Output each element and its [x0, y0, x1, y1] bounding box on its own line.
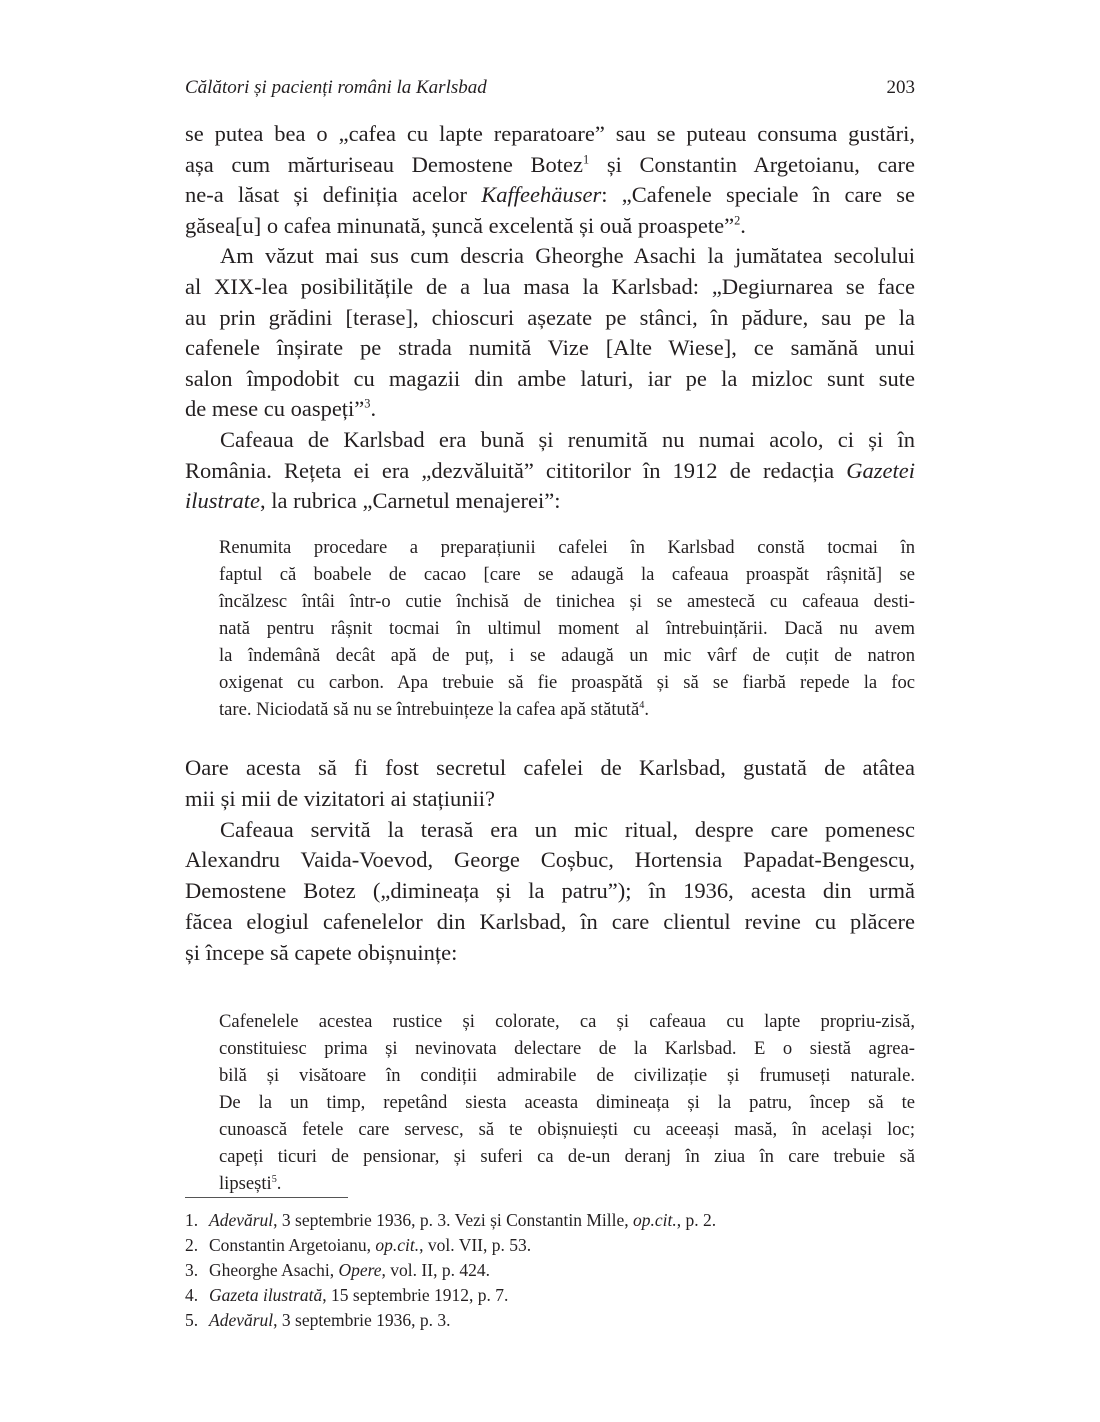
text-line [219, 669, 915, 696]
footnote-reference: 2 [734, 213, 741, 228]
text-line [219, 615, 915, 642]
text-run: : „Cafenele speciale în care se [601, 182, 915, 208]
footnote-reference: 3 [364, 396, 371, 411]
footnote [185, 1258, 915, 1283]
text-run: . [276, 1173, 282, 1194]
text-line [219, 1170, 915, 1197]
text-line [185, 815, 915, 846]
text-line [185, 394, 915, 425]
text-run: România. Rețeta ei era „dezvăluită” cititorilor în 1912 de redacția [185, 457, 847, 483]
text-run: Constantin Argetoianu, [209, 1235, 376, 1255]
footnote [185, 1233, 915, 1258]
italic-text: ilustrate [185, 488, 261, 514]
text-line [185, 241, 915, 272]
text-run: oxigenat cu carbon. Apa trebuie să fie proaspătă și să se fiarbă repede la foc [219, 672, 915, 693]
text-run: Alexandru Vaida-Voevod, George Coșbuc, Hortensia Papadat-Bengescu, [185, 847, 915, 873]
text-run: , la rubrica „Carnetul menajerei”: [260, 488, 561, 514]
text-run: , vol. II, p. 424. [381, 1260, 490, 1280]
footnote-number: 5. [185, 1310, 199, 1330]
text-run: Demostene Botez („dimineața și la patru”); în 1936, acesta din urmă [185, 878, 915, 904]
footnotes [185, 1208, 915, 1333]
text-line [185, 845, 915, 876]
footnote-separator [185, 1197, 348, 1198]
text-run: Oare acesta să fi fost secretul cafelei de Karlsbad, gustată de atâtea [185, 755, 915, 780]
text-line [185, 333, 915, 364]
text-run: așa cum mărturiseau Demostene Botez [185, 151, 584, 177]
text-line [185, 303, 915, 334]
text-line [185, 425, 915, 456]
body-paragraphs-2 [185, 753, 915, 969]
page-number: 203 [886, 77, 915, 98]
text-line [219, 1008, 915, 1035]
text-run: de mese cu oaspeți” [185, 396, 365, 422]
text-run: , 15 septembrie 1912, p. 7. [322, 1285, 509, 1305]
text-line [219, 561, 915, 588]
text-run: . [370, 396, 377, 422]
text-line [219, 1143, 915, 1170]
text-run: mii și mii de vizitatori ai stațiunii? [185, 785, 495, 811]
text-line [219, 696, 915, 723]
text-run: ne-a lăsat și definiția acelor [185, 182, 482, 208]
text-run: și începe să capete obișnuințe: [185, 939, 458, 965]
footnote-number: 1. [185, 1210, 199, 1230]
footnote-number: 4. [185, 1285, 199, 1305]
footnote-reference: 5 [271, 1173, 277, 1185]
text-run: Cafeaua de Karlsbad era bună și renumită nu numai acolo, ci și în [220, 426, 915, 452]
text-run: la îndemână decât apă de puț, i se adaugă un mic vârf de cuțit de natron [219, 645, 915, 666]
text-line [185, 364, 915, 395]
text-run: cafenele înșirate pe strada numită Vize [Alte Wiese], ce samănă unui [185, 335, 915, 361]
text-run: Gheorghe Asachi, [209, 1260, 339, 1280]
italic-text: Adevărul [209, 1310, 274, 1330]
text-line [185, 180, 915, 211]
text-line [219, 642, 915, 669]
italic-text: Gazetei [846, 457, 915, 483]
text-line [219, 588, 915, 615]
text-line [185, 272, 915, 303]
text-line [185, 876, 915, 907]
text-run: se putea bea o „cafea cu lapte reparatoare” sau se puteau consuma gustări, [185, 121, 915, 146]
text-line [185, 150, 915, 181]
text-line [185, 119, 915, 150]
text-run: . [644, 699, 649, 720]
text-run: bilă și visătoare în condiții admirabile de civilizație și frumuseți naturale. [219, 1065, 915, 1086]
text-run: , 3 septembrie 1936, p. 3. [273, 1310, 451, 1330]
text-line [219, 1035, 915, 1062]
footnote-number: 2. [185, 1235, 199, 1255]
block-quote-gazeta [219, 534, 915, 723]
footnote [185, 1283, 915, 1308]
italic-text: op.cit. [633, 1210, 677, 1230]
italic-text: Opere [338, 1260, 382, 1280]
text-run: au prin grădini [terase], chioscuri așezate pe stânci, în pădure, sau pe la [185, 304, 915, 330]
text-line [185, 938, 915, 969]
text-run: salon împodobit cu magazii din ambe laturi, iar pe la mizloc sunt sute [185, 365, 915, 391]
running-header [185, 74, 915, 102]
text-run: Am văzut mai sus cum descria Gheorghe Asachi la jumătatea secolului [220, 243, 915, 269]
text-run: lipsești [219, 1173, 272, 1194]
text-run: , 3 septembrie 1936, p. 3. Vezi și Constantin Mille, [273, 1210, 634, 1230]
text-run: și Constantin Argetoianu, care [589, 151, 915, 177]
text-run: al XIX-lea posibilitățile de a lua masa la Karlsbad: „Degiurnarea se face [185, 273, 915, 299]
text-run: găsea[u] o cafea minunată, șuncă excelentă și ouă proaspete” [185, 212, 735, 238]
footnote-reference: 4 [639, 699, 645, 711]
text-line [185, 753, 915, 784]
footnote-reference: 1 [583, 151, 590, 166]
text-run: cunoască fetele care servesc, să te obișnuiești cu aceeași masă, în același loc; [219, 1119, 915, 1140]
footnote [185, 1208, 915, 1233]
text-run: încălzesc întâi într-o cutie închisă de tinichea și se amestecă cu cafeaua desti- [219, 591, 915, 612]
text-line [185, 456, 915, 487]
text-line [219, 1116, 915, 1143]
text-line [185, 907, 915, 938]
text-run: , p. 2. [676, 1210, 717, 1230]
text-run: Renumita procedare a preparațiunii cafelei în Karlsbad constă tocmai în [219, 537, 915, 558]
text-line [185, 784, 915, 815]
running-title: Călători și pacienți români la Karlsbad [185, 77, 487, 98]
body-paragraphs-1 [185, 119, 915, 517]
text-line [219, 1062, 915, 1089]
footnote-number: 3. [185, 1260, 199, 1280]
text-run: Cafenelele acestea rustice și colorate, ca și cafeaua cu lapte propriu-zisă, [219, 1011, 915, 1032]
italic-text: Kaffeehäuser [481, 182, 602, 208]
text-run: nată pentru râșnit tocmai în ultimul moment al întrebuințării. Dacă nu avem [219, 618, 915, 639]
text-line [185, 486, 915, 517]
text-run: , vol. VII, p. 53. [419, 1235, 532, 1255]
text-line [219, 1089, 915, 1116]
text-run: capeți ticuri de pensionar, și suferi ca de-un deranj în ziua în care trebuie să [219, 1146, 915, 1167]
text-run: faptul că boabele de cacao [care se adaugă la cafeaua proaspăt râșnită] se [219, 564, 915, 585]
text-run: . [740, 212, 746, 238]
block-quote-botez [219, 1008, 915, 1197]
text-run: Cafeaua servită la terasă era un mic ritual, despre care pomenesc [220, 816, 915, 842]
italic-text: Adevărul [209, 1210, 274, 1230]
text-run: tare. Niciodată să nu se întrebuințeze la cafea apă stătută [219, 699, 640, 720]
text-run: De la un timp, repetând siesta aceasta dimineața și la patru, încep să te [219, 1092, 915, 1113]
text-line [185, 211, 915, 242]
footnote [185, 1308, 915, 1333]
text-run: făcea elogiul cafenelelor din Karlsbad, în care clientul revine cu plăcere [185, 908, 915, 934]
italic-text: op.cit. [375, 1235, 420, 1255]
text-line [219, 534, 915, 561]
text-run: constituiesc prima și nevinovata delectare de la Karlsbad. E o siestă agrea- [219, 1038, 915, 1059]
italic-text: Gazeta ilustrată [209, 1285, 323, 1305]
